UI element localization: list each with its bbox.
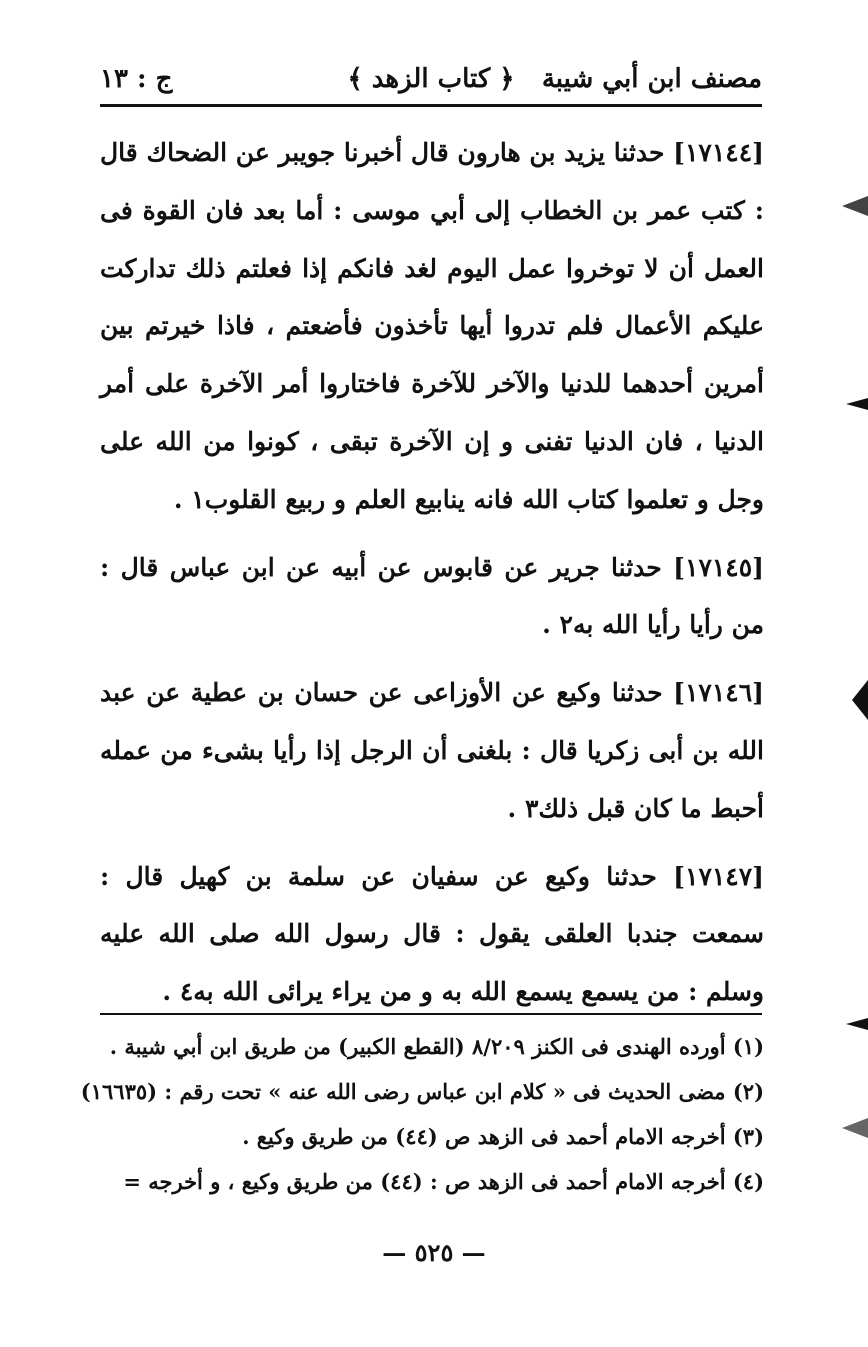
binding-mark: [842, 1118, 868, 1138]
hadith-text: حدثنا وكيع عن سفيان عن سلمة بن كهيل قال : سمعت جندبا العلقى يقول : قال رسول الله صلى الله عليه وسلم : من يسمع يسمع الله به و من يراء يرائى الله به٤ .: [100, 861, 764, 1007]
footnote-4: (٤) أخرجه الامام أحمد فى الزهد ص : (٤٤) من طريق وكيع ، و أخرجه =: [123, 1169, 764, 1194]
hadith-17147: [100, 848, 764, 1021]
hadith-text: حدثنا وكيع عن الأوزاعى عن حسان بن عطية عن عبد الله بن أبى زكريا قال : بلغنى أن الرجل إذا رأيا بشىء من عمله أحبط ما كان قبل ذلك٣ .: [100, 678, 764, 823]
hadith-number: [١٧١٤٧]: [673, 861, 764, 891]
footnote-divider: [100, 1013, 762, 1015]
hadith-text: حدثنا جرير عن قابوس عن أبيه عن ابن عباس قال : من رأيا رأيا الله به٢ .: [100, 552, 764, 640]
section-title: ﴿ كتاب الزهد ﴾: [347, 64, 515, 94]
footnote-3: (٣) أخرجه الامام أحمد فى الزهد ص (٤٤) من طريق وكيع .: [242, 1124, 764, 1149]
footnote-2: (٢) مضى الحديث فى « كلام ابن عباس رضى الله عنه » تحت رقم : (١٦٦٣٥): [80, 1079, 764, 1104]
footnote-1: (١) أورده الهندى فى الكنز ٨/٢٠٩ (القطع الكبير) من طريق ابن أبي شيبة .: [109, 1034, 764, 1059]
hadith-number: [١٧١٤٤]: [673, 138, 764, 167]
main-text: [100, 124, 764, 1031]
hadith-17144: [100, 124, 764, 529]
page-number: — ٥٢٥ —: [382, 1238, 486, 1267]
volume-number: ج : ١٣: [100, 64, 173, 94]
hadith-17146: [100, 664, 764, 837]
footnotes: [80, 1024, 764, 1204]
book-title: مصنف ابن أبي شيبة: [541, 64, 762, 94]
hadith-number: [١٧١٤٥]: [673, 552, 764, 582]
running-header: [100, 56, 762, 102]
hadith-number: [١٧١٤٦]: [673, 678, 764, 708]
binding-mark: [852, 680, 868, 720]
hadith-text: حدثنا يزيد بن هارون قال أخبرنا جويبر عن الضحاك قال : كتب عمر بن الخطاب إلى أبي موسى : أما بعد فان القوة فى العمل أن لا توخروا عمل اليوم لغد فانكم إذا فعلتم ذلك تداركت عليكم الأعمال فلم تدروا أيها تأخذون فأضعتم ، فاذا خيرتم بين أمرين أحدهما للدنيا والآخر للآخرة فاختاروا أمر الآخرة على أمر الدنيا ، فان الدنيا تفنى و إن الآخرة تبقى ، كونوا من الله على وجل و تعلموا كتاب الله فانه ينابيع العلم و ربيع القلوب١ .: [100, 138, 764, 514]
hadith-17145: [100, 539, 764, 655]
binding-mark: [842, 196, 868, 216]
binding-mark: [846, 398, 868, 410]
header-divider: [100, 104, 762, 107]
binding-mark: [846, 1018, 868, 1030]
